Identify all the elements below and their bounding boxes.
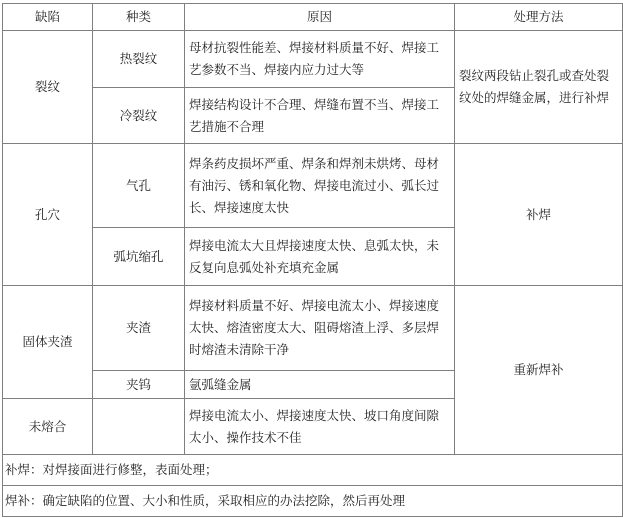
type-hot-crack: 热裂纹 xyxy=(93,31,185,88)
cause-hot-crack: 母材抗裂性能差、焊接材料质量不好、焊接工艺参数不当、焊接内应力过大等 xyxy=(185,31,455,88)
type-slag: 夹渣 xyxy=(93,286,185,371)
method-reweld: 重新焊补 xyxy=(455,286,623,455)
table-row xyxy=(3,286,623,371)
cause-slag: 焊接材料质量不好、焊接电流太小、焊接速度太快、熔渣密度太大、阻碍熔渣上浮、多层焊时熔渣未清除干净 xyxy=(185,286,455,371)
defect-fusion: 未熔合 xyxy=(3,399,93,455)
cause-cold-crack: 焊接结构设计不合理、焊缝布置不当、焊接工艺措施不合理 xyxy=(185,88,455,144)
note-row xyxy=(3,455,623,486)
defect-cavity: 孔穴 xyxy=(3,144,93,286)
header-type: 种类 xyxy=(93,4,185,31)
table-row xyxy=(3,144,623,228)
type-crater: 弧坑缩孔 xyxy=(93,228,185,286)
header-method: 处理方法 xyxy=(455,4,623,31)
note-row xyxy=(3,486,623,517)
note-re-weld: 焊补：确定缺陷的位置、大小和性质，采取相应的办法挖除，然后再处理 xyxy=(3,486,623,517)
cause-crater: 焊接电流太大且焊接速度太快、息弧太快，未反复向息弧处补充填充金属 xyxy=(185,228,455,286)
type-cold-crack: 冷裂纹 xyxy=(93,88,185,144)
table-header-row xyxy=(3,4,623,31)
cause-tungsten: 氩弧缝金属 xyxy=(185,371,455,399)
defect-inclusion: 固体夹渣 xyxy=(3,286,93,399)
header-cause: 原因 xyxy=(185,4,455,31)
type-tungsten: 夹钨 xyxy=(93,371,185,399)
note-repair-weld: 补焊：对焊接面进行修整，表面处理； xyxy=(3,455,623,486)
type-fusion-empty xyxy=(93,399,185,455)
method-crack: 裂纹两段钻止裂孔或查处裂纹处的焊缝金属，进行补焊 xyxy=(455,31,623,144)
table-row xyxy=(3,31,623,88)
defect-crack: 裂纹 xyxy=(3,31,93,144)
cause-pore: 焊条药皮损坏严重、焊条和焊剂未烘烤、母材有油污、锈和氧化物、焊接电流过小、弧长过长、焊接速度太快 xyxy=(185,144,455,228)
method-cavity: 补焊 xyxy=(455,144,623,286)
header-defect: 缺陷 xyxy=(3,4,93,31)
cause-fusion: 焊接电流太小、焊接速度太快、坡口角度间隙太小、操作技术不佳 xyxy=(185,399,455,455)
weld-defect-table xyxy=(2,3,623,517)
type-pore: 气孔 xyxy=(93,144,185,228)
